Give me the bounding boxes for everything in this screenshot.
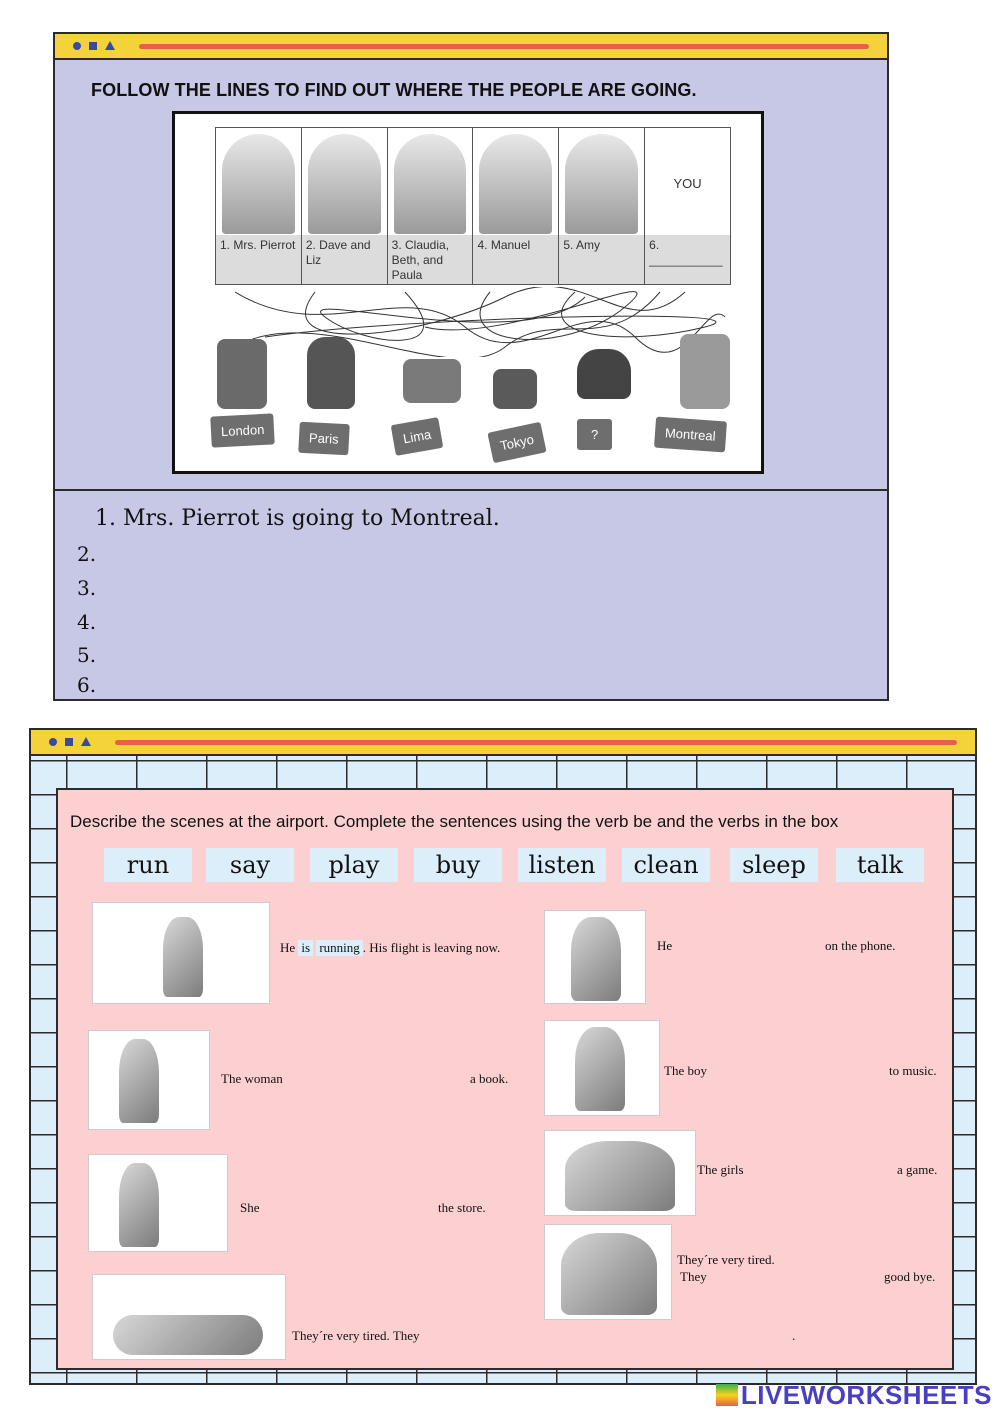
- answer-number: 5.: [77, 643, 97, 667]
- verb-box: sleep: [730, 848, 818, 882]
- person-cell: [388, 128, 474, 284]
- sentence-3: The woman: [221, 1071, 283, 1086]
- matching-window: [53, 32, 889, 701]
- scene-playing: [544, 1130, 696, 1216]
- scene-talking: [544, 910, 646, 1004]
- verb-box: talk: [836, 848, 924, 882]
- person-cell: [559, 128, 645, 284]
- triangle-icon: [105, 41, 115, 50]
- suitcase-icon: [217, 339, 267, 409]
- person-cell-you: [645, 128, 730, 284]
- window-controls: [73, 41, 115, 50]
- people-table: [215, 127, 731, 285]
- sentence-7: They´re very tired.: [677, 1252, 775, 1267]
- scene-sleeping: [92, 1274, 286, 1360]
- airport-window: [29, 728, 977, 1385]
- sentence-4: The boy: [664, 1063, 707, 1078]
- person-photo: [565, 134, 638, 234]
- person-label: 5. Amy: [559, 235, 644, 284]
- verb-box: say: [206, 848, 294, 882]
- you-label: YOU: [673, 176, 702, 191]
- circle-icon: [73, 42, 81, 50]
- person-label: 1. Mrs. Pierrot: [216, 235, 301, 284]
- destination-tag: Montreal: [654, 417, 727, 453]
- window-titlebar: [31, 730, 975, 756]
- instruction-heading: FOLLOW THE LINES TO FIND OUT WHERE THE PEOPLE ARE GOING.: [91, 80, 697, 100]
- sentence-8: They´re very tired. They: [292, 1328, 420, 1343]
- answer-blank[interactable]: a game.: [897, 1162, 938, 1177]
- destination-tag: London: [210, 413, 275, 447]
- handbag-icon: [577, 349, 631, 399]
- answer-blank[interactable]: .: [792, 1328, 796, 1343]
- title-accent-bar: [139, 44, 869, 49]
- carry-on-icon: [493, 369, 537, 409]
- luggage-row: [205, 299, 745, 459]
- instruction-text: Describe the scenes at the airport. Complete the sentences using the verb be and the verbs in the box: [70, 812, 839, 831]
- circle-icon: [49, 738, 57, 746]
- person-photo: [394, 134, 467, 234]
- person-photo: [479, 134, 552, 234]
- duffel-bag-icon: [403, 359, 461, 403]
- example-answer: 1. Mrs. Pierrot is going to Montreal.: [95, 506, 500, 531]
- answer-blank[interactable]: good bye.: [884, 1269, 936, 1284]
- person-label: 3. Claudia, Beth, and Paula: [388, 235, 473, 284]
- window-controls: [49, 737, 91, 746]
- person-cell: [473, 128, 559, 284]
- sentence-7b: They: [680, 1269, 707, 1284]
- sentence-6: She: [240, 1200, 260, 1215]
- destination-tag: Lima: [391, 417, 444, 456]
- answer-blank[interactable]: on the phone.: [825, 938, 896, 953]
- square-icon: [89, 42, 97, 50]
- sentence-2: He: [657, 938, 673, 953]
- square-icon: [65, 738, 73, 746]
- scene-saying: [544, 1224, 672, 1320]
- person-label: 2. Dave and Liz: [302, 235, 387, 284]
- destination-tag: Tokyo: [487, 422, 546, 464]
- matching-picture: [172, 111, 764, 474]
- answer-blank[interactable]: is: [298, 940, 313, 956]
- verb-box: run: [104, 848, 192, 882]
- verb-box: listen: [518, 848, 606, 882]
- person-label: 6. ___________: [645, 235, 730, 284]
- answer-number: 3.: [77, 576, 97, 600]
- scene-running: [92, 902, 270, 1004]
- scene-buying: [88, 1030, 210, 1130]
- rolling-suitcase-icon: [680, 334, 730, 409]
- backpack-icon: [307, 337, 355, 409]
- answer-blank[interactable]: to music.: [889, 1063, 937, 1078]
- sentence-1: He is running . His flight is leaving now.: [280, 940, 501, 955]
- section-divider: [55, 489, 887, 491]
- person-label: 4. Manuel: [473, 235, 558, 284]
- person-cell: [216, 128, 302, 284]
- scene-listening: [544, 1020, 660, 1116]
- answer-blank[interactable]: a book.: [470, 1071, 509, 1086]
- answer-blank[interactable]: the store.: [438, 1200, 486, 1215]
- verb-box: buy: [414, 848, 502, 882]
- person-cell: [302, 128, 388, 284]
- answer-blank[interactable]: running: [316, 940, 362, 956]
- logo-icon: [716, 1384, 738, 1406]
- triangle-icon: [81, 737, 91, 746]
- window-titlebar: [55, 34, 887, 60]
- tangled-lines: [205, 287, 745, 357]
- sentence-5: The girls: [697, 1162, 744, 1177]
- exercise-panel: [56, 788, 954, 1370]
- verb-box: play: [310, 848, 398, 882]
- title-accent-bar: [115, 740, 957, 745]
- answer-number: 4.: [77, 610, 97, 634]
- liveworksheets-logo: LIVEWORKSHEETS: [716, 1380, 992, 1411]
- person-photo: [222, 134, 295, 234]
- person-photo: [308, 134, 381, 234]
- verb-box: clean: [622, 848, 710, 882]
- answer-number: 6.: [77, 673, 97, 697]
- destination-tag: ?: [577, 419, 612, 450]
- scene-cleaning: [88, 1154, 228, 1252]
- answer-number: 2.: [77, 542, 97, 566]
- destination-tag: Paris: [298, 422, 349, 456]
